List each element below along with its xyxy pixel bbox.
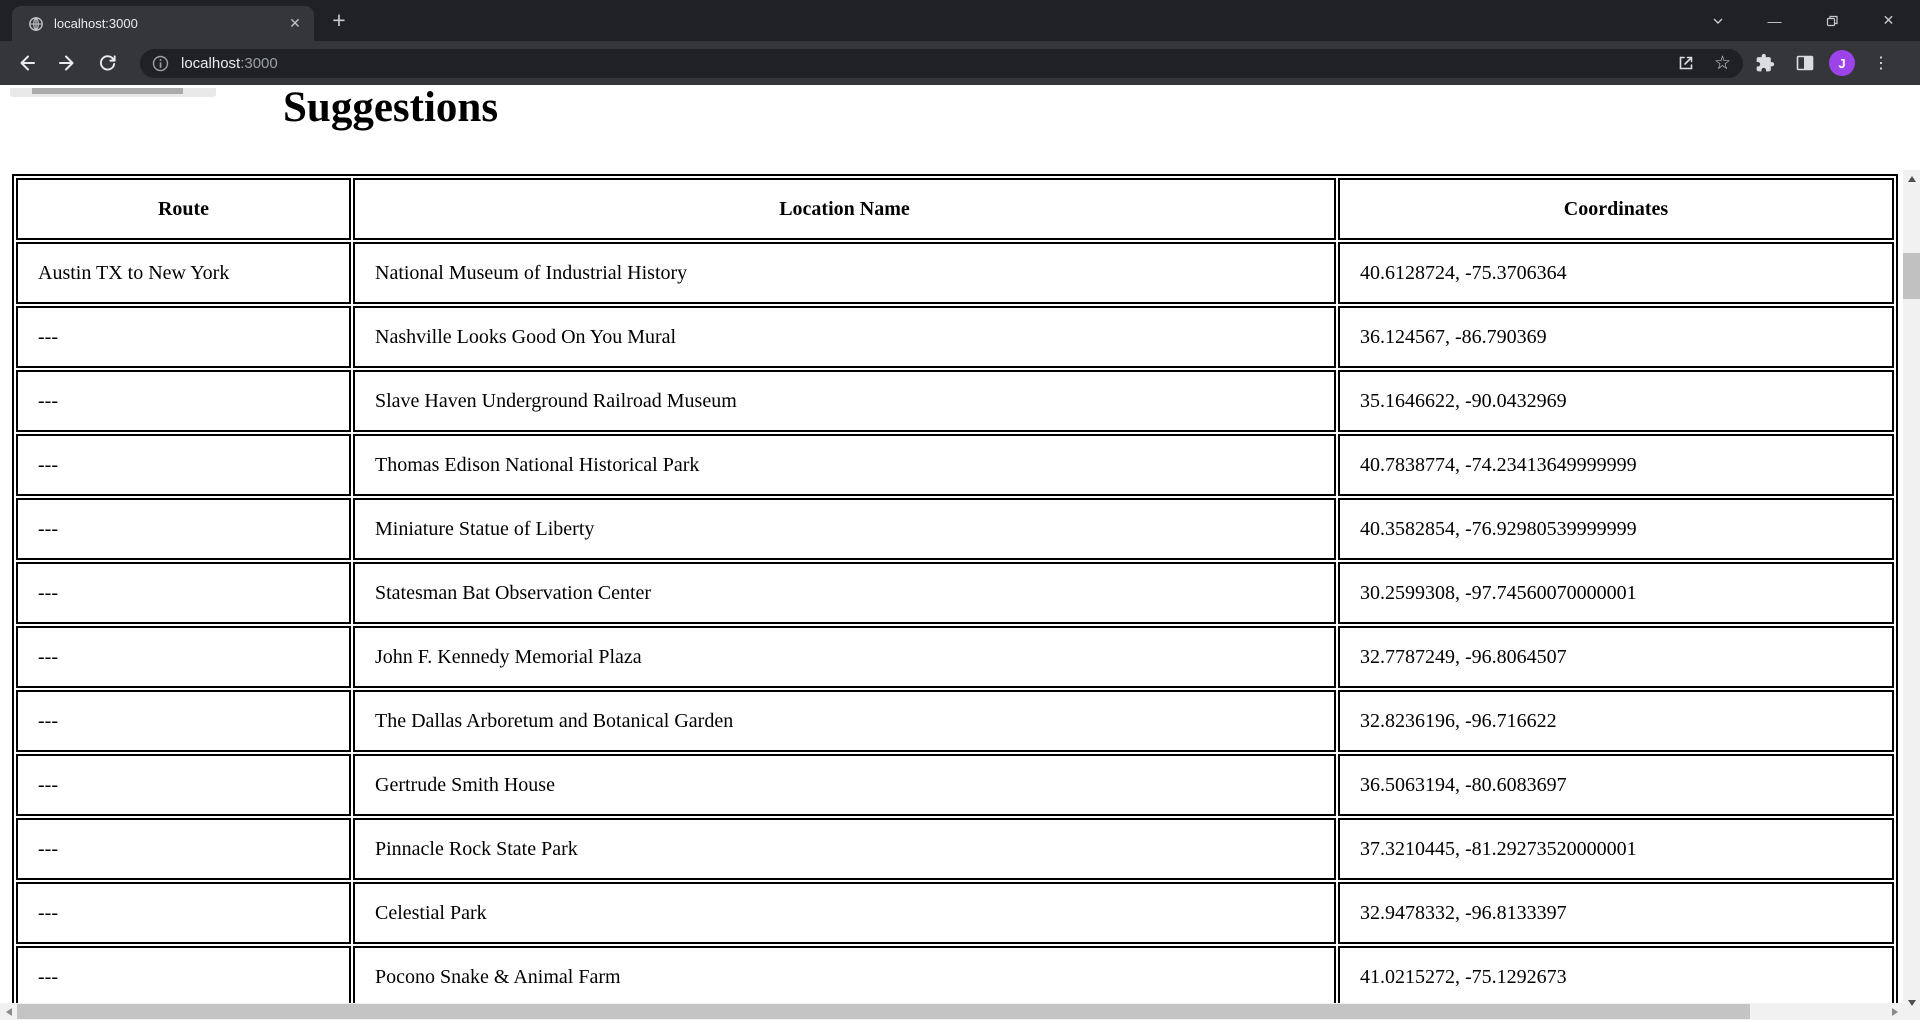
- profile-avatar[interactable]: J: [1829, 50, 1855, 76]
- coordinates-cell: 30.2599308, -97.74560070000001: [1338, 562, 1894, 624]
- window-menu-chevron-icon[interactable]: [1689, 0, 1746, 41]
- location-cell: Nashville Looks Good On You Mural: [353, 306, 1336, 368]
- table-header-row: [16, 178, 1894, 240]
- table-row: [16, 370, 1894, 432]
- coordinates-cell: 41.0215272, -75.1292673: [1338, 946, 1894, 1008]
- location-cell: The Dallas Arboretum and Botanical Garden: [353, 690, 1336, 752]
- back-arrow-icon: [16, 52, 38, 74]
- vertical-scrollbar-thumb[interactable]: [1903, 253, 1920, 299]
- url-host: localhost: [181, 54, 241, 72]
- window-minimize-icon[interactable]: —: [1767, 12, 1782, 29]
- scroll-left-arrow-icon[interactable]: [0, 1003, 17, 1020]
- route-cell: ---: [16, 434, 351, 496]
- side-panel-icon[interactable]: [1793, 51, 1817, 75]
- coordinates-cell: 40.3582854, -76.92980539999999: [1338, 498, 1894, 560]
- back-button[interactable]: [10, 46, 44, 80]
- route-cell: ---: [16, 562, 351, 624]
- tab-title: localhost:3000: [54, 16, 138, 31]
- location-cell: Slave Haven Underground Railroad Museum: [353, 370, 1336, 432]
- column-header-route: Route: [16, 178, 351, 240]
- site-info-icon[interactable]: [152, 55, 169, 72]
- reload-icon: [97, 53, 118, 74]
- table-row: [16, 882, 1894, 944]
- share-icon[interactable]: [1676, 53, 1696, 73]
- coordinates-cell: 32.7787249, -96.8064507: [1338, 626, 1894, 688]
- column-header-location: Location Name: [353, 178, 1336, 240]
- table-row: [16, 498, 1894, 560]
- browser-toolbar: [0, 41, 1920, 85]
- route-cell: ---: [16, 818, 351, 880]
- route-cell: ---: [16, 946, 351, 1008]
- horizontal-scrollbar[interactable]: [0, 1003, 1903, 1020]
- browser-tab[interactable]: [12, 6, 314, 41]
- coordinates-cell: 32.8236196, -96.716622: [1338, 690, 1894, 752]
- forward-arrow-icon: [56, 52, 78, 74]
- route-cell: ---: [16, 498, 351, 560]
- bookmark-star-icon[interactable]: ☆: [1713, 52, 1731, 74]
- page-title: Suggestions: [283, 85, 499, 131]
- coordinates-cell: 40.7838774, -74.23413649999999: [1338, 434, 1894, 496]
- url-text[interactable]: [181, 55, 278, 72]
- route-cell: ---: [16, 882, 351, 944]
- table-row: [16, 306, 1894, 368]
- horizontal-scrollbar-thumb[interactable]: [17, 1004, 1750, 1019]
- route-cell: ---: [16, 690, 351, 752]
- extensions-puzzle-icon[interactable]: [1753, 51, 1777, 75]
- route-cell: ---: [16, 626, 351, 688]
- coordinates-cell: 40.6128724, -75.3706364: [1338, 242, 1894, 304]
- browser-menu-kebab-icon[interactable]: ⋮: [1873, 55, 1889, 72]
- route-cell: ---: [16, 754, 351, 816]
- forward-button[interactable]: [50, 46, 84, 80]
- window-close-icon[interactable]: ✕: [1882, 12, 1895, 28]
- location-cell: John F. Kennedy Memorial Plaza: [353, 626, 1336, 688]
- table-row: [16, 946, 1894, 1008]
- table-row: [16, 754, 1894, 816]
- location-cell: Statesman Bat Observation Center: [353, 562, 1336, 624]
- location-cell: Thomas Edison National Historical Park: [353, 434, 1336, 496]
- page-viewport: [0, 85, 1920, 1020]
- coordinates-cell: 36.124567, -86.790369: [1338, 306, 1894, 368]
- scroll-up-arrow-icon[interactable]: [1903, 170, 1920, 187]
- route-cell: ---: [16, 306, 351, 368]
- tab-strip: [0, 0, 1920, 41]
- column-header-coordinates: Coordinates: [1338, 178, 1894, 240]
- partially-scrolled-element-inner: [32, 88, 183, 94]
- partially-scrolled-element[interactable]: [10, 88, 216, 97]
- location-cell: National Museum of Industrial History: [353, 242, 1336, 304]
- table-row: [16, 562, 1894, 624]
- coordinates-cell: 36.5063194, -80.6083697: [1338, 754, 1894, 816]
- table-body: [16, 242, 1894, 1008]
- table-row: [16, 690, 1894, 752]
- window-controls: [1689, 0, 1917, 41]
- table-row: [16, 242, 1894, 304]
- url-port: :3000: [240, 54, 278, 72]
- scroll-right-arrow-icon[interactable]: [1886, 1003, 1903, 1020]
- scroll-down-arrow-icon[interactable]: [1903, 994, 1920, 1011]
- globe-favicon-icon: [28, 16, 44, 32]
- location-cell: Pocono Snake & Animal Farm: [353, 946, 1336, 1008]
- address-bar[interactable]: [140, 49, 1743, 78]
- location-cell: Pinnacle Rock State Park: [353, 818, 1336, 880]
- location-cell: Gertrude Smith House: [353, 754, 1336, 816]
- table-row: [16, 434, 1894, 496]
- tab-close-icon[interactable]: ✕: [289, 14, 301, 31]
- location-cell: Celestial Park: [353, 882, 1336, 944]
- route-cell: Austin TX to New York: [16, 242, 351, 304]
- coordinates-cell: 32.9478332, -96.8133397: [1338, 882, 1894, 944]
- window-restore-icon[interactable]: [1803, 0, 1860, 41]
- coordinates-cell: 35.1646622, -90.0432969: [1338, 370, 1894, 432]
- new-tab-button[interactable]: +: [332, 7, 346, 33]
- suggestions-table: [12, 174, 1898, 1012]
- table-row: [16, 818, 1894, 880]
- coordinates-cell: 37.3210445, -81.29273520000001: [1338, 818, 1894, 880]
- table-row: [16, 626, 1894, 688]
- location-cell: Miniature Statue of Liberty: [353, 498, 1336, 560]
- vertical-scrollbar[interactable]: [1903, 170, 1920, 1020]
- reload-button[interactable]: [90, 46, 124, 80]
- route-cell: ---: [16, 370, 351, 432]
